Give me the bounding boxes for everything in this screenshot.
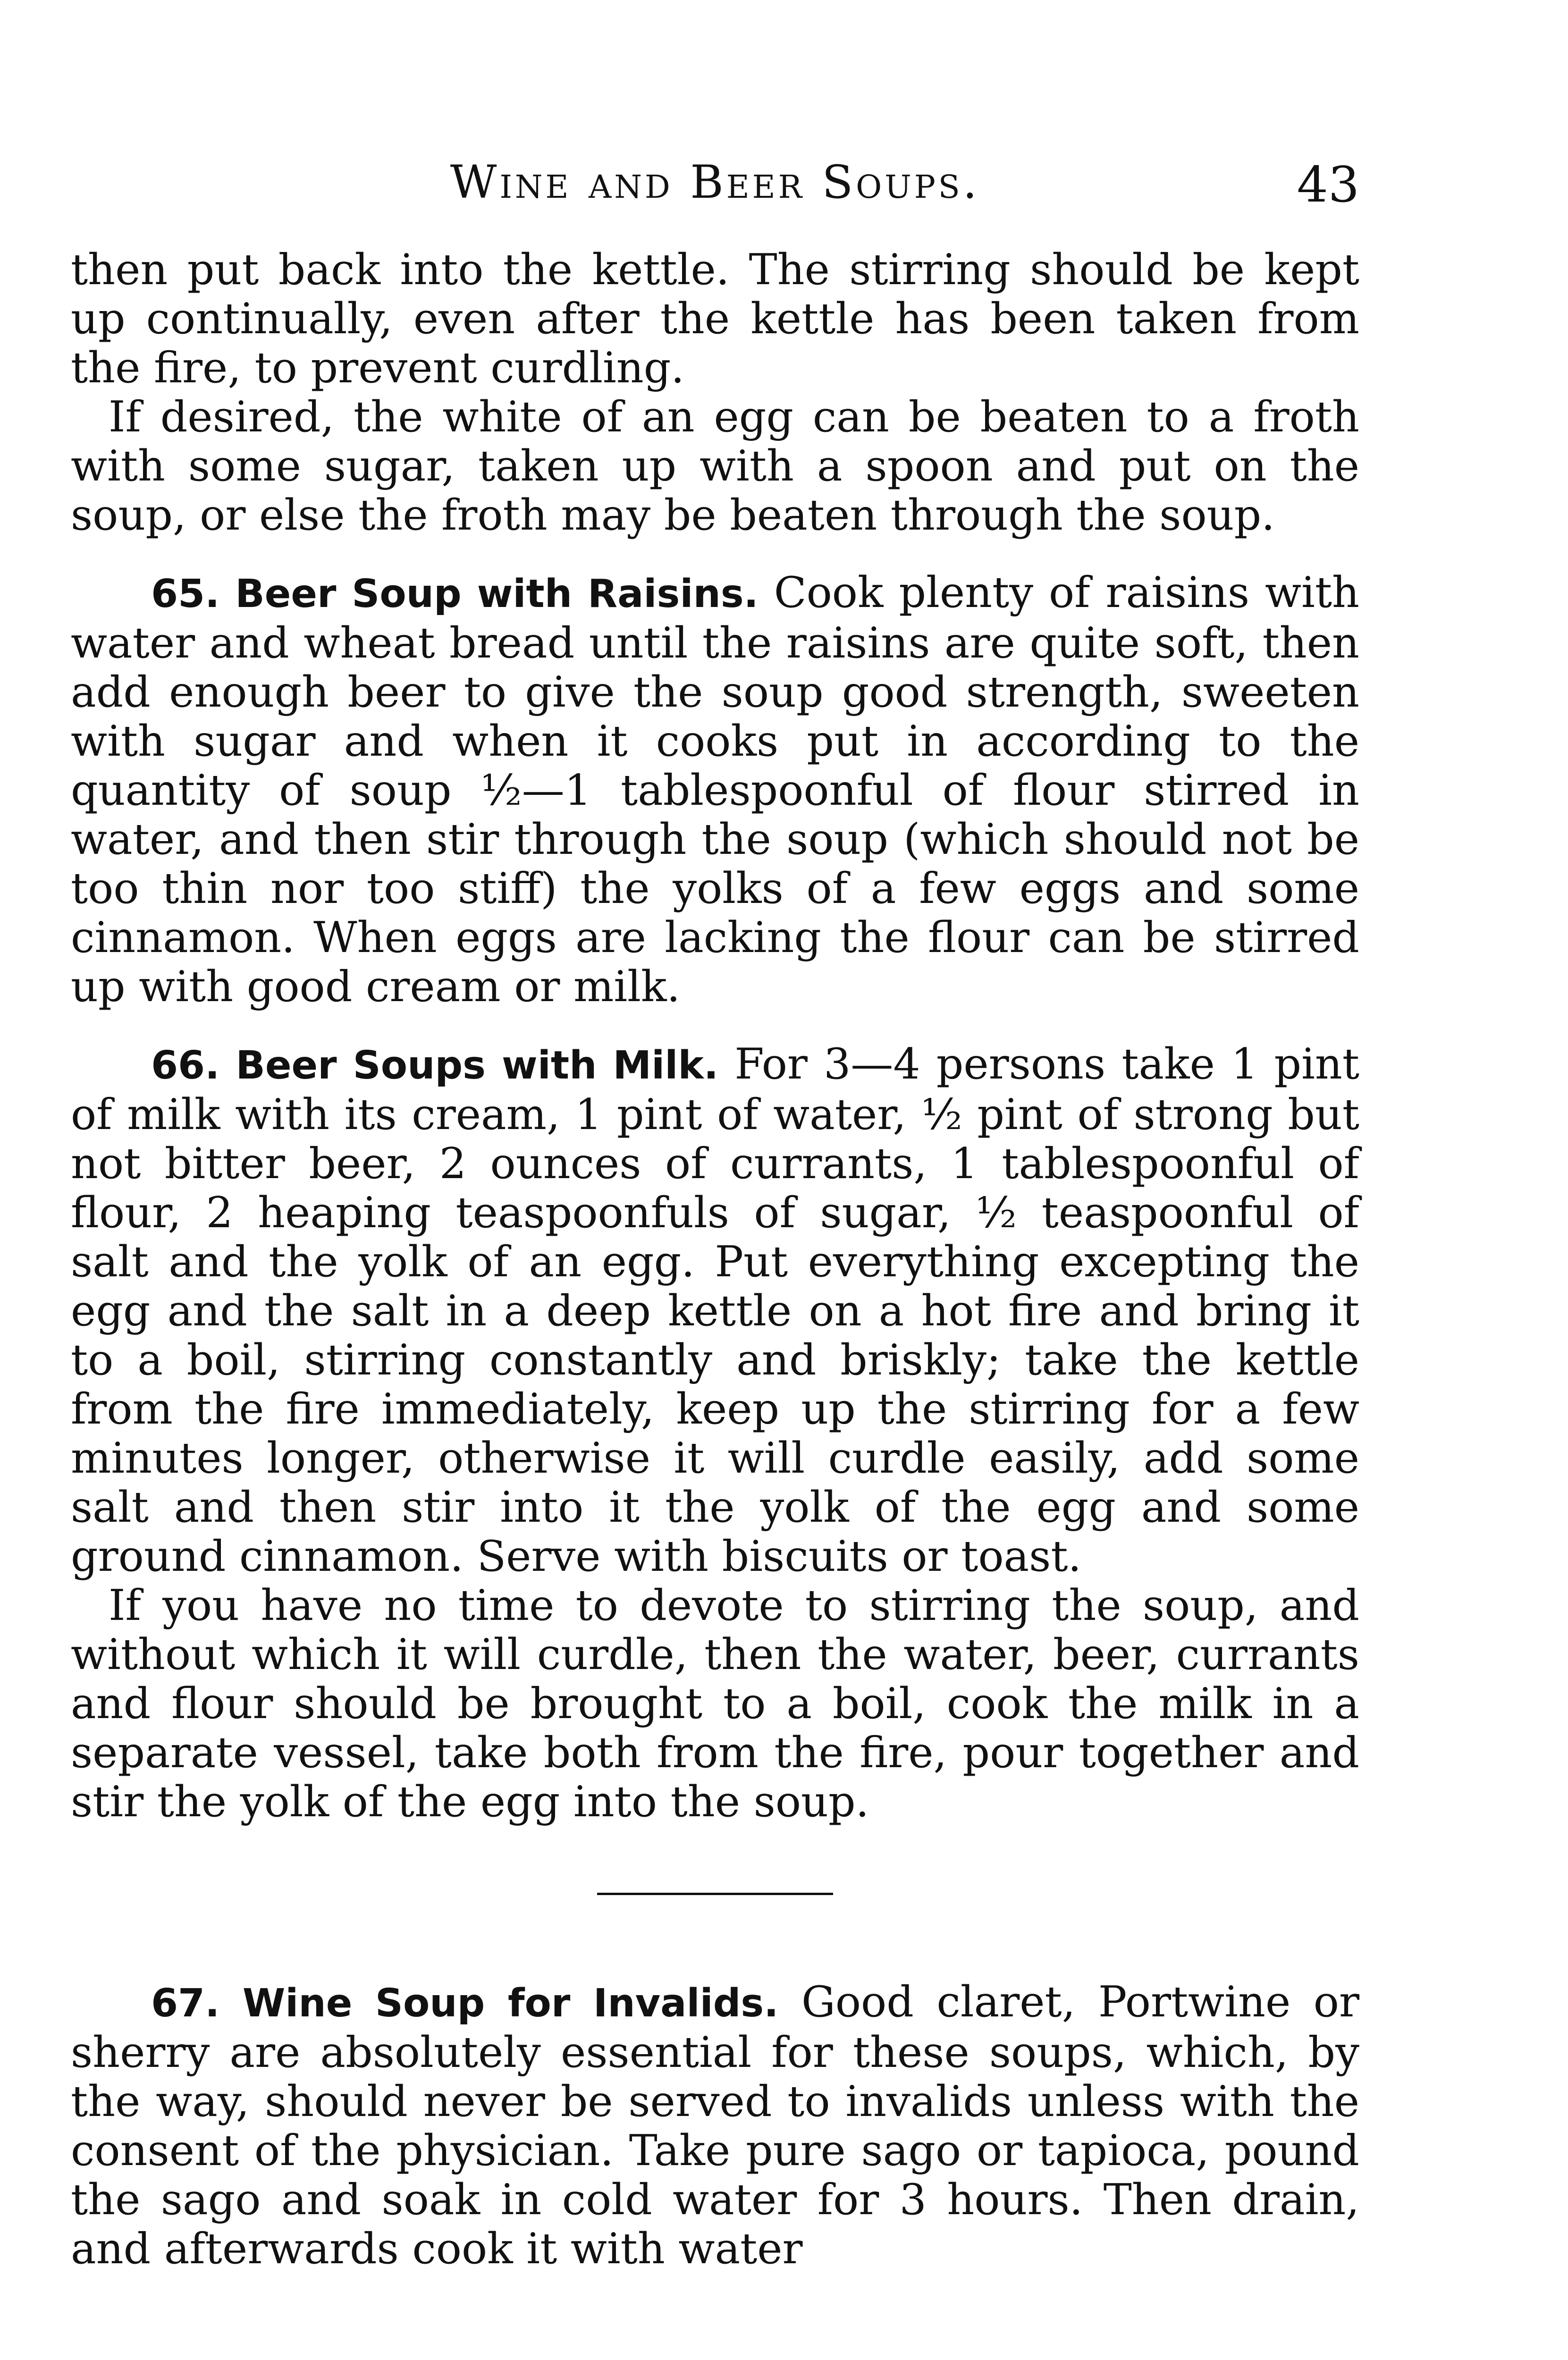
recipe-number: 66.	[151, 1043, 220, 1088]
recipe-66-note: If you have no time to devote to stirring the soup, and without which it will curdle, then the water, beer, currants and flour should be brought to a boil, cook the milk in a separate vessel, take both from the fire, pour together and stir the yolk of the egg into the soup.	[71, 1581, 1359, 1827]
page-header	[71, 156, 1359, 222]
page-number: 43	[1297, 156, 1359, 213]
recipe-body: For 3—4 persons take 1 pint of milk with its cream, 1 pint of water, ½ pint of strong but not bitter beer, 2 ounces of currants, 1 tablespoonful of flour, 2 heaping teaspoonfuls of sugar, ½ teaspoonful of salt and the yolk of an egg. Put everything excepting the egg and the salt in a deep kettle on a hot fire and bring it to a boil, stirring constantly and briskly; take the kettle from the fire immediately, keep up the stirring for a few minutes longer, otherwise it will curdle easily, add some salt and then stir into it the yolk of the egg and some ground cinnamon. Serve with biscuits or toast.	[71, 1039, 1360, 1581]
recipe-title: Beer Soup with Raisins.	[235, 572, 759, 616]
recipe-66	[71, 1040, 1359, 1581]
section-divider	[71, 1827, 1359, 1949]
running-title: Wine and Beer Soups.	[450, 156, 980, 209]
egg-white-paragraph: If desired, the white of an egg can be beaten to a froth with some sugar, taken up with a spoon and put on the soup, or else the froth may be beaten through the soup.	[71, 392, 1359, 540]
continued-paragraph: then put back into the kettle. The stirring should be kept up continually, even after the kettle has been taken from the fire, to prevent curdling.	[71, 245, 1359, 393]
divider-rule	[597, 1893, 833, 1895]
recipe-title: Wine Soup for Invalids.	[242, 1981, 779, 2026]
recipe-number: 67.	[151, 1981, 220, 2026]
recipe-67	[71, 1978, 1359, 2274]
recipe-body: Cook plenty of raisins with water and wheat bread until the raisins are quite soft, then add enough beer to give the soup good strength, sweeten with sugar and when it cooks put in according to the quantity of soup ½—1 tablespoonful of flour stirred in water, and then stir through the soup (which should not be too thin nor too stiff) the yolks of a few eggs and some cinnamon. When eggs are lacking the flour can be stirred up with good cream or milk.	[71, 568, 1359, 1011]
recipe-number: 65.	[151, 572, 220, 616]
body-text	[71, 245, 1359, 2274]
recipe-65	[71, 568, 1359, 1011]
recipe-body: Good claret, Portwine or sherry are absolutely essential for these soups, which, by the way, should never be served to invalids unless with the consent of the physician. Take pure sago or tapioca, pound the sago and soak in cold water for 3 hours. Then drain, and afterwards cook it with water	[71, 1977, 1360, 2274]
recipe-title: Beer Soups with Milk.	[236, 1043, 719, 1088]
